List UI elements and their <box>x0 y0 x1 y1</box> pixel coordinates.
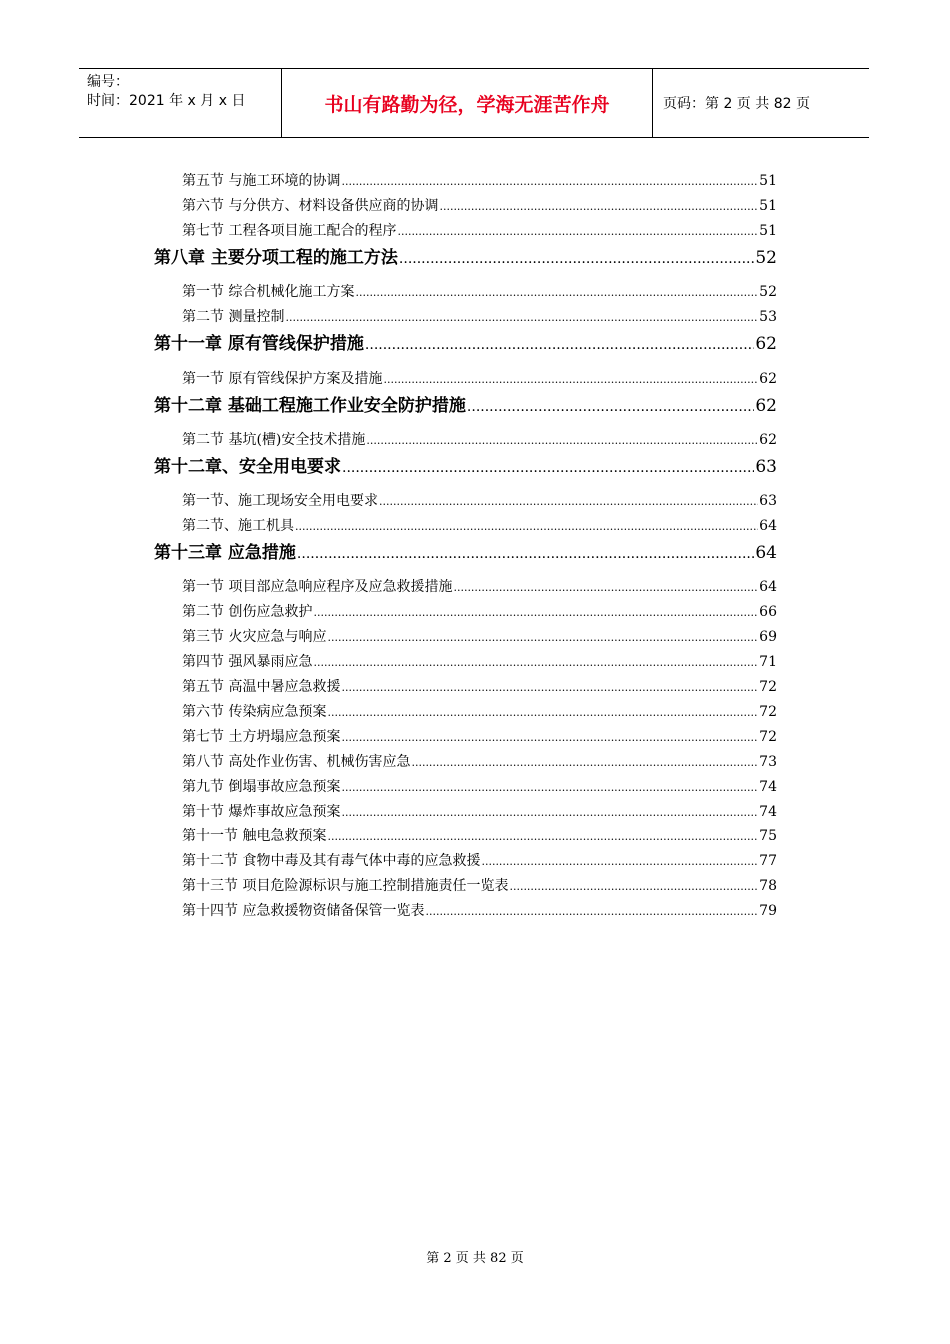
toc-page-number: 63 <box>759 493 777 509</box>
toc-section-entry[interactable] <box>182 281 777 301</box>
page-footer: 第 2 页 共 82 页 <box>426 1251 524 1266</box>
toc-entry-title: 第一节、施工现场安全用电要求 <box>182 493 378 509</box>
toc-page-number: 51 <box>759 173 777 189</box>
toc-dot-leader <box>425 903 758 919</box>
toc-page-number: 51 <box>759 198 777 214</box>
toc-section-entry[interactable] <box>182 900 777 920</box>
toc-entry-title: 第十二节 食物中毒及其有毒气体中毒的应急救援 <box>182 853 481 869</box>
toc-page-number: 71 <box>759 654 777 670</box>
toc-page-number: 77 <box>759 853 777 869</box>
toc-page-number: 72 <box>759 729 777 745</box>
toc-dot-leader <box>341 729 758 745</box>
toc-section-entry[interactable] <box>182 850 777 870</box>
toc-entry-title: 第一节 原有管线保护方案及措施 <box>182 371 383 387</box>
toc-entry-title: 第十三章 应急措施 <box>154 543 296 563</box>
toc-dot-leader <box>399 248 754 268</box>
toc-dot-leader <box>379 493 758 509</box>
toc-section-entry[interactable] <box>182 368 777 388</box>
toc-page-number: 72 <box>759 679 777 695</box>
toc-entry-title: 第十三节 项目危险源标识与施工控制措施责任一览表 <box>182 878 509 894</box>
toc-dot-leader <box>453 579 758 595</box>
toc-dot-leader <box>342 457 754 477</box>
toc-entry-title: 第四节 强风暴雨应急 <box>182 654 313 670</box>
toc-entry-title: 第十节 爆炸事故应急预案 <box>182 804 341 820</box>
toc-dot-leader <box>366 432 758 448</box>
toc-section-entry[interactable] <box>182 676 777 696</box>
toc-dot-leader <box>327 828 758 844</box>
toc-chapter-entry[interactable] <box>154 391 777 416</box>
toc-entry-title: 第一节 综合机械化施工方案 <box>182 284 355 300</box>
toc-page-number: 74 <box>759 804 777 820</box>
toc-entry-title: 第八章 主要分项工程的施工方法 <box>154 248 398 268</box>
toc-section-entry[interactable] <box>182 490 777 510</box>
toc-section-entry[interactable] <box>182 875 777 895</box>
toc-page-number: 62 <box>755 334 777 354</box>
toc-section-entry[interactable] <box>182 170 777 190</box>
toc-page-number: 52 <box>755 248 777 268</box>
toc-dot-leader <box>313 604 758 620</box>
document-date: 时间：2021 年 x 月 x 日 <box>87 93 246 109</box>
toc-entry-title: 第二节 测量控制 <box>182 309 285 325</box>
toc-dot-leader <box>341 804 758 820</box>
toc-dot-leader <box>327 629 758 645</box>
toc-dot-leader <box>467 396 754 416</box>
toc-dot-leader <box>365 334 754 354</box>
toc-entry-title: 第六节 与分供方、材料设备供应商的协调 <box>182 198 439 214</box>
toc-section-entry[interactable] <box>182 515 777 535</box>
toc-section-entry[interactable] <box>182 195 777 215</box>
toc-page-number: 62 <box>759 371 777 387</box>
toc-dot-leader <box>481 853 758 869</box>
toc-page-number: 62 <box>755 396 777 416</box>
toc-chapter-entry[interactable] <box>154 243 777 268</box>
toc-entry-title: 第十四节 应急救援物资储备保管一览表 <box>182 903 425 919</box>
toc-page-number: 63 <box>755 457 777 477</box>
toc-entry-title: 第十二章 基础工程施工作业安全防护措施 <box>154 396 466 416</box>
toc-entry-title: 第十二章、安全用电要求 <box>154 457 341 477</box>
toc-dot-leader <box>439 198 758 214</box>
toc-section-entry[interactable] <box>182 801 777 821</box>
toc-entry-title: 第五节 与施工环境的协调 <box>182 173 341 189</box>
toc-page-number: 78 <box>759 878 777 894</box>
toc-dot-leader <box>397 223 758 239</box>
toc-section-entry[interactable] <box>182 626 777 646</box>
toc-entry-title: 第五节 高温中暑应急救援 <box>182 679 341 695</box>
toc-entry-title: 第七节 土方坍塌应急预案 <box>182 729 341 745</box>
toc-dot-leader <box>509 878 758 894</box>
toc-entry-title: 第三节 火灾应急与响应 <box>182 629 327 645</box>
toc-page-number: 51 <box>759 223 777 239</box>
toc-page-number: 52 <box>759 284 777 300</box>
toc-dot-leader <box>355 284 758 300</box>
toc-section-entry[interactable] <box>182 825 777 845</box>
toc-page-number: 73 <box>759 754 777 770</box>
toc-page-number: 66 <box>759 604 777 620</box>
header-page-indicator: 页码：第 2 页 共 82 页 <box>663 96 810 112</box>
toc-section-entry[interactable] <box>182 776 777 796</box>
toc-page-number: 53 <box>759 309 777 325</box>
toc-entry-title: 第六节 传染病应急预案 <box>182 704 327 720</box>
toc-section-entry[interactable] <box>182 751 777 771</box>
toc-dot-leader <box>341 779 758 795</box>
toc-page-number: 62 <box>759 432 777 448</box>
toc-dot-leader <box>383 371 758 387</box>
toc-chapter-entry[interactable] <box>154 329 777 354</box>
toc-entry-title: 第八节 高处作业伤害、机械伤害应急 <box>182 754 411 770</box>
document-number-label: 编号： <box>87 74 129 90</box>
toc-section-entry[interactable] <box>182 220 777 240</box>
toc-entry-title: 第二节、施工机具 <box>182 518 294 534</box>
toc-entry-title: 第九节 倒塌事故应急预案 <box>182 779 341 795</box>
toc-page-number: 64 <box>759 579 777 595</box>
toc-entry-title: 第二节 创伤应急救护 <box>182 604 313 620</box>
toc-dot-leader <box>295 518 758 534</box>
toc-page-number: 64 <box>755 543 777 563</box>
toc-chapter-entry[interactable] <box>154 452 777 477</box>
toc-section-entry[interactable] <box>182 651 777 671</box>
toc-dot-leader <box>313 654 758 670</box>
toc-entry-title: 第七节 工程各项目施工配合的程序 <box>182 223 397 239</box>
toc-page-number: 79 <box>759 903 777 919</box>
toc-section-entry[interactable] <box>182 429 777 449</box>
toc-entry-title: 第十一章 原有管线保护措施 <box>154 334 364 354</box>
toc-page-number: 75 <box>759 828 777 844</box>
toc-section-entry[interactable] <box>182 576 777 596</box>
toc-page-number: 64 <box>759 518 777 534</box>
toc-entry-title: 第一节 项目部应急响应程序及应急救援措施 <box>182 579 453 595</box>
toc-page-number: 69 <box>759 629 777 645</box>
toc-chapter-entry[interactable] <box>154 538 777 563</box>
toc-section-entry[interactable] <box>182 726 777 746</box>
toc-section-entry[interactable] <box>182 701 777 721</box>
toc-dot-leader <box>341 679 758 695</box>
toc-dot-leader <box>327 704 758 720</box>
toc-entry-title: 第二节 基坑(槽)安全技术措施 <box>182 432 366 448</box>
toc-dot-leader <box>297 543 754 563</box>
toc-entry-title: 第十一节 触电急救预案 <box>182 828 327 844</box>
toc-page-number: 72 <box>759 704 777 720</box>
toc-page-number: 74 <box>759 779 777 795</box>
toc-dot-leader <box>285 309 758 325</box>
toc-section-entry[interactable] <box>182 601 777 621</box>
header-motto: 书山有路勤为径，学海无涯苦作舟 <box>281 69 653 137</box>
toc-section-entry[interactable] <box>182 306 777 326</box>
toc-dot-leader <box>411 754 758 770</box>
toc-dot-leader <box>341 173 758 189</box>
